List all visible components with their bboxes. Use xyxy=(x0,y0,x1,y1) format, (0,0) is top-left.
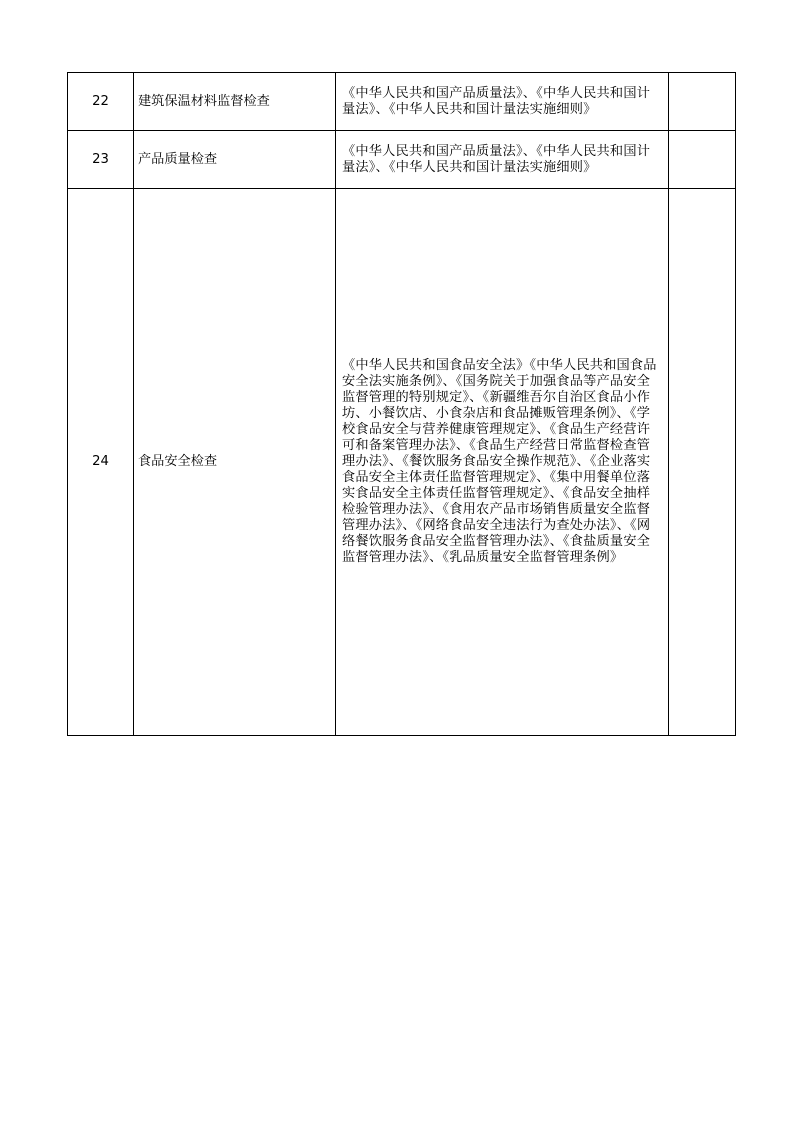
remarks-cell xyxy=(669,73,736,131)
row-number: 24 xyxy=(68,189,134,736)
legal-basis: 《中华人民共和国食品安全法》《中华人民共和国食品安全法实施条例》、《国务院关于加强食品等产品安全监督管理的特别规定》、《新疆维吾尔自治区食品小作坊、小餐饮店、小食杂店和食品摊贩管理条例》、《学校食品安全与营养健康管理规定》、《食品生产经营许可和备案管理办法》、《食品生产经营日常监督检查管理办法》、《餐饮服务食品安全操作规范》、《企业落实食品安全主体责任监督管理规定》、《集中用餐单位落实食品安全主体责任监督管理规定》、《食品安全抽样检验管理办法》、《食用农产品市场销售质量安全监督管理办法》、《网络食品安全违法行为查处办法》、《网络餐饮服务食品安全监督管理办法》、《食盐质量安全监督管理办法》、《乳品质量安全监督管理条例》 xyxy=(336,189,669,736)
inspection-item: 产品质量检查 xyxy=(134,131,336,189)
table-row xyxy=(68,131,736,189)
table-row xyxy=(68,189,736,736)
table-row xyxy=(68,73,736,131)
inspection-item: 建筑保温材料监督检查 xyxy=(134,73,336,131)
row-number: 23 xyxy=(68,131,134,189)
legal-basis: 《中华人民共和国产品质量法》、《中华人民共和国计量法》、《中华人民共和国计量法实施细则》 xyxy=(336,73,669,131)
legal-basis: 《中华人民共和国产品质量法》、《中华人民共和国计量法》、《中华人民共和国计量法实施细则》 xyxy=(336,131,669,189)
row-number: 22 xyxy=(68,73,134,131)
inspection-table xyxy=(67,72,736,736)
remarks-cell xyxy=(669,131,736,189)
remarks-cell xyxy=(669,189,736,736)
inspection-item: 食品安全检查 xyxy=(134,189,336,736)
